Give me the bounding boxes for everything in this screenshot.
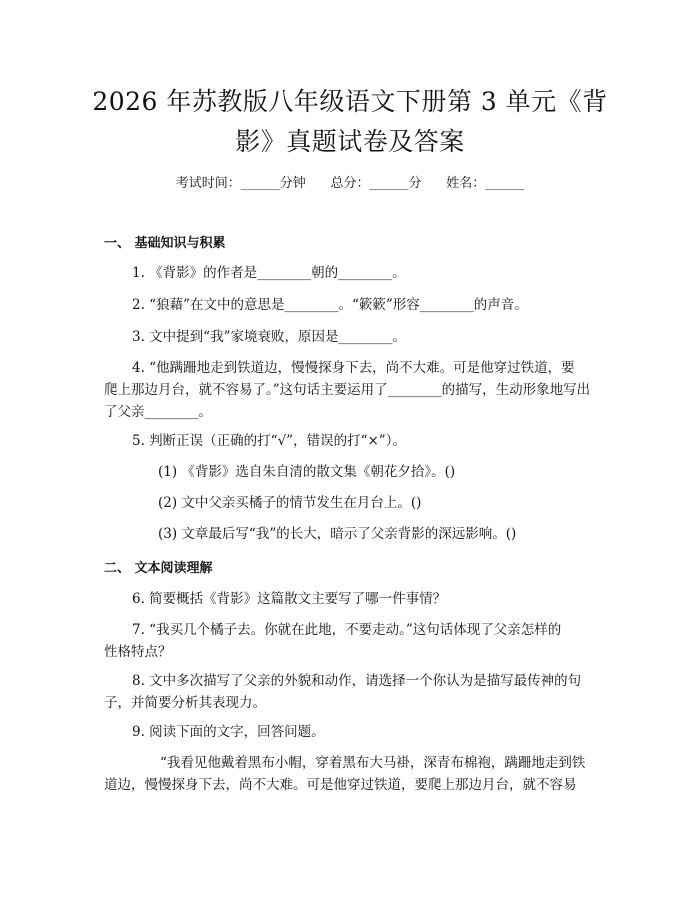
question-7-rest: 性格特点？ (104, 644, 172, 660)
question-8 (104, 670, 596, 714)
question-1 (104, 262, 596, 284)
question-7-line-1: 7. “我买几个橘子去。你就在此地，不要走动。”这句话体现了父亲怎样的 (132, 622, 562, 638)
question-3-text: 3. 文中提到“我”家境衰败，原因是________。 (132, 329, 406, 345)
question-6-text: 6. 简要概括《背影》这篇散文主要写了哪一件事情？ (132, 591, 447, 607)
section-heading-2: 二、 文本阅读理解 (104, 561, 213, 576)
question-8-line-1: 8. 文中多次描写了父亲的外貌和动作，请选择一个你认为是描写最传神的句 (132, 673, 582, 689)
question-9-text: 9. 阅读下面的文字，回答问题。 (132, 724, 325, 740)
question-7 (104, 619, 596, 663)
question-8-rest: 子，并简要分析其表现力。 (104, 695, 266, 711)
question-2-text: 2. “狼藉”在文中的意思是________。“簌簌”形容________的声音。 (132, 297, 528, 313)
question-2 (104, 294, 596, 316)
question-5-item-1: (1) 《背影》选自朱自清的散文集《朝花夕拾》。() (158, 464, 456, 480)
question-4-rest: 爬上那边月台，就不容易了。”这句话主要运用了________的描写，生动形象地写出了父亲________。 (104, 382, 591, 420)
question-5 (104, 430, 596, 452)
question-1-text: 1. 《背影》的作者是________朝的________。 (132, 265, 406, 281)
exam-meta: 考试时间：______分钟 总分：______分 姓名：______ (175, 176, 525, 191)
question-9 (104, 721, 596, 743)
page-title (60, 82, 640, 162)
question-6 (104, 588, 596, 610)
question-5-item-3: (3) 文章最后写“我”的长大，暗示了父亲背影的深远影响。() (158, 526, 517, 542)
reading-passage: “我看见他戴着黑布小帽，穿着黑布大马褂，深青布棉袍，蹒跚地走到铁道边，慢慢探身下去，尚不大难。可是他穿过铁道，要爬上那边月台，就不容易 (104, 755, 586, 793)
title-line-2: 影》真题试卷及答案 (235, 127, 465, 156)
question-4-line-1: 4. “他蹒跚地走到铁道边，慢慢探身下去，尚不大难。可是他穿过铁道，要 (132, 360, 575, 376)
question-5-item-2: (2) 文中父亲买橘子的情节发生在月台上。() (158, 495, 422, 511)
question-4 (104, 357, 596, 423)
question-3 (104, 326, 596, 348)
title-line-1: 2026 年苏教版八年级语文下册第 3 单元《背 (92, 87, 608, 116)
question-5-text: 5. 判断正误（正确的打“√”，错误的打“×”）。 (132, 433, 406, 449)
section-heading-1: 一、 基础知识与积累 (104, 236, 226, 251)
